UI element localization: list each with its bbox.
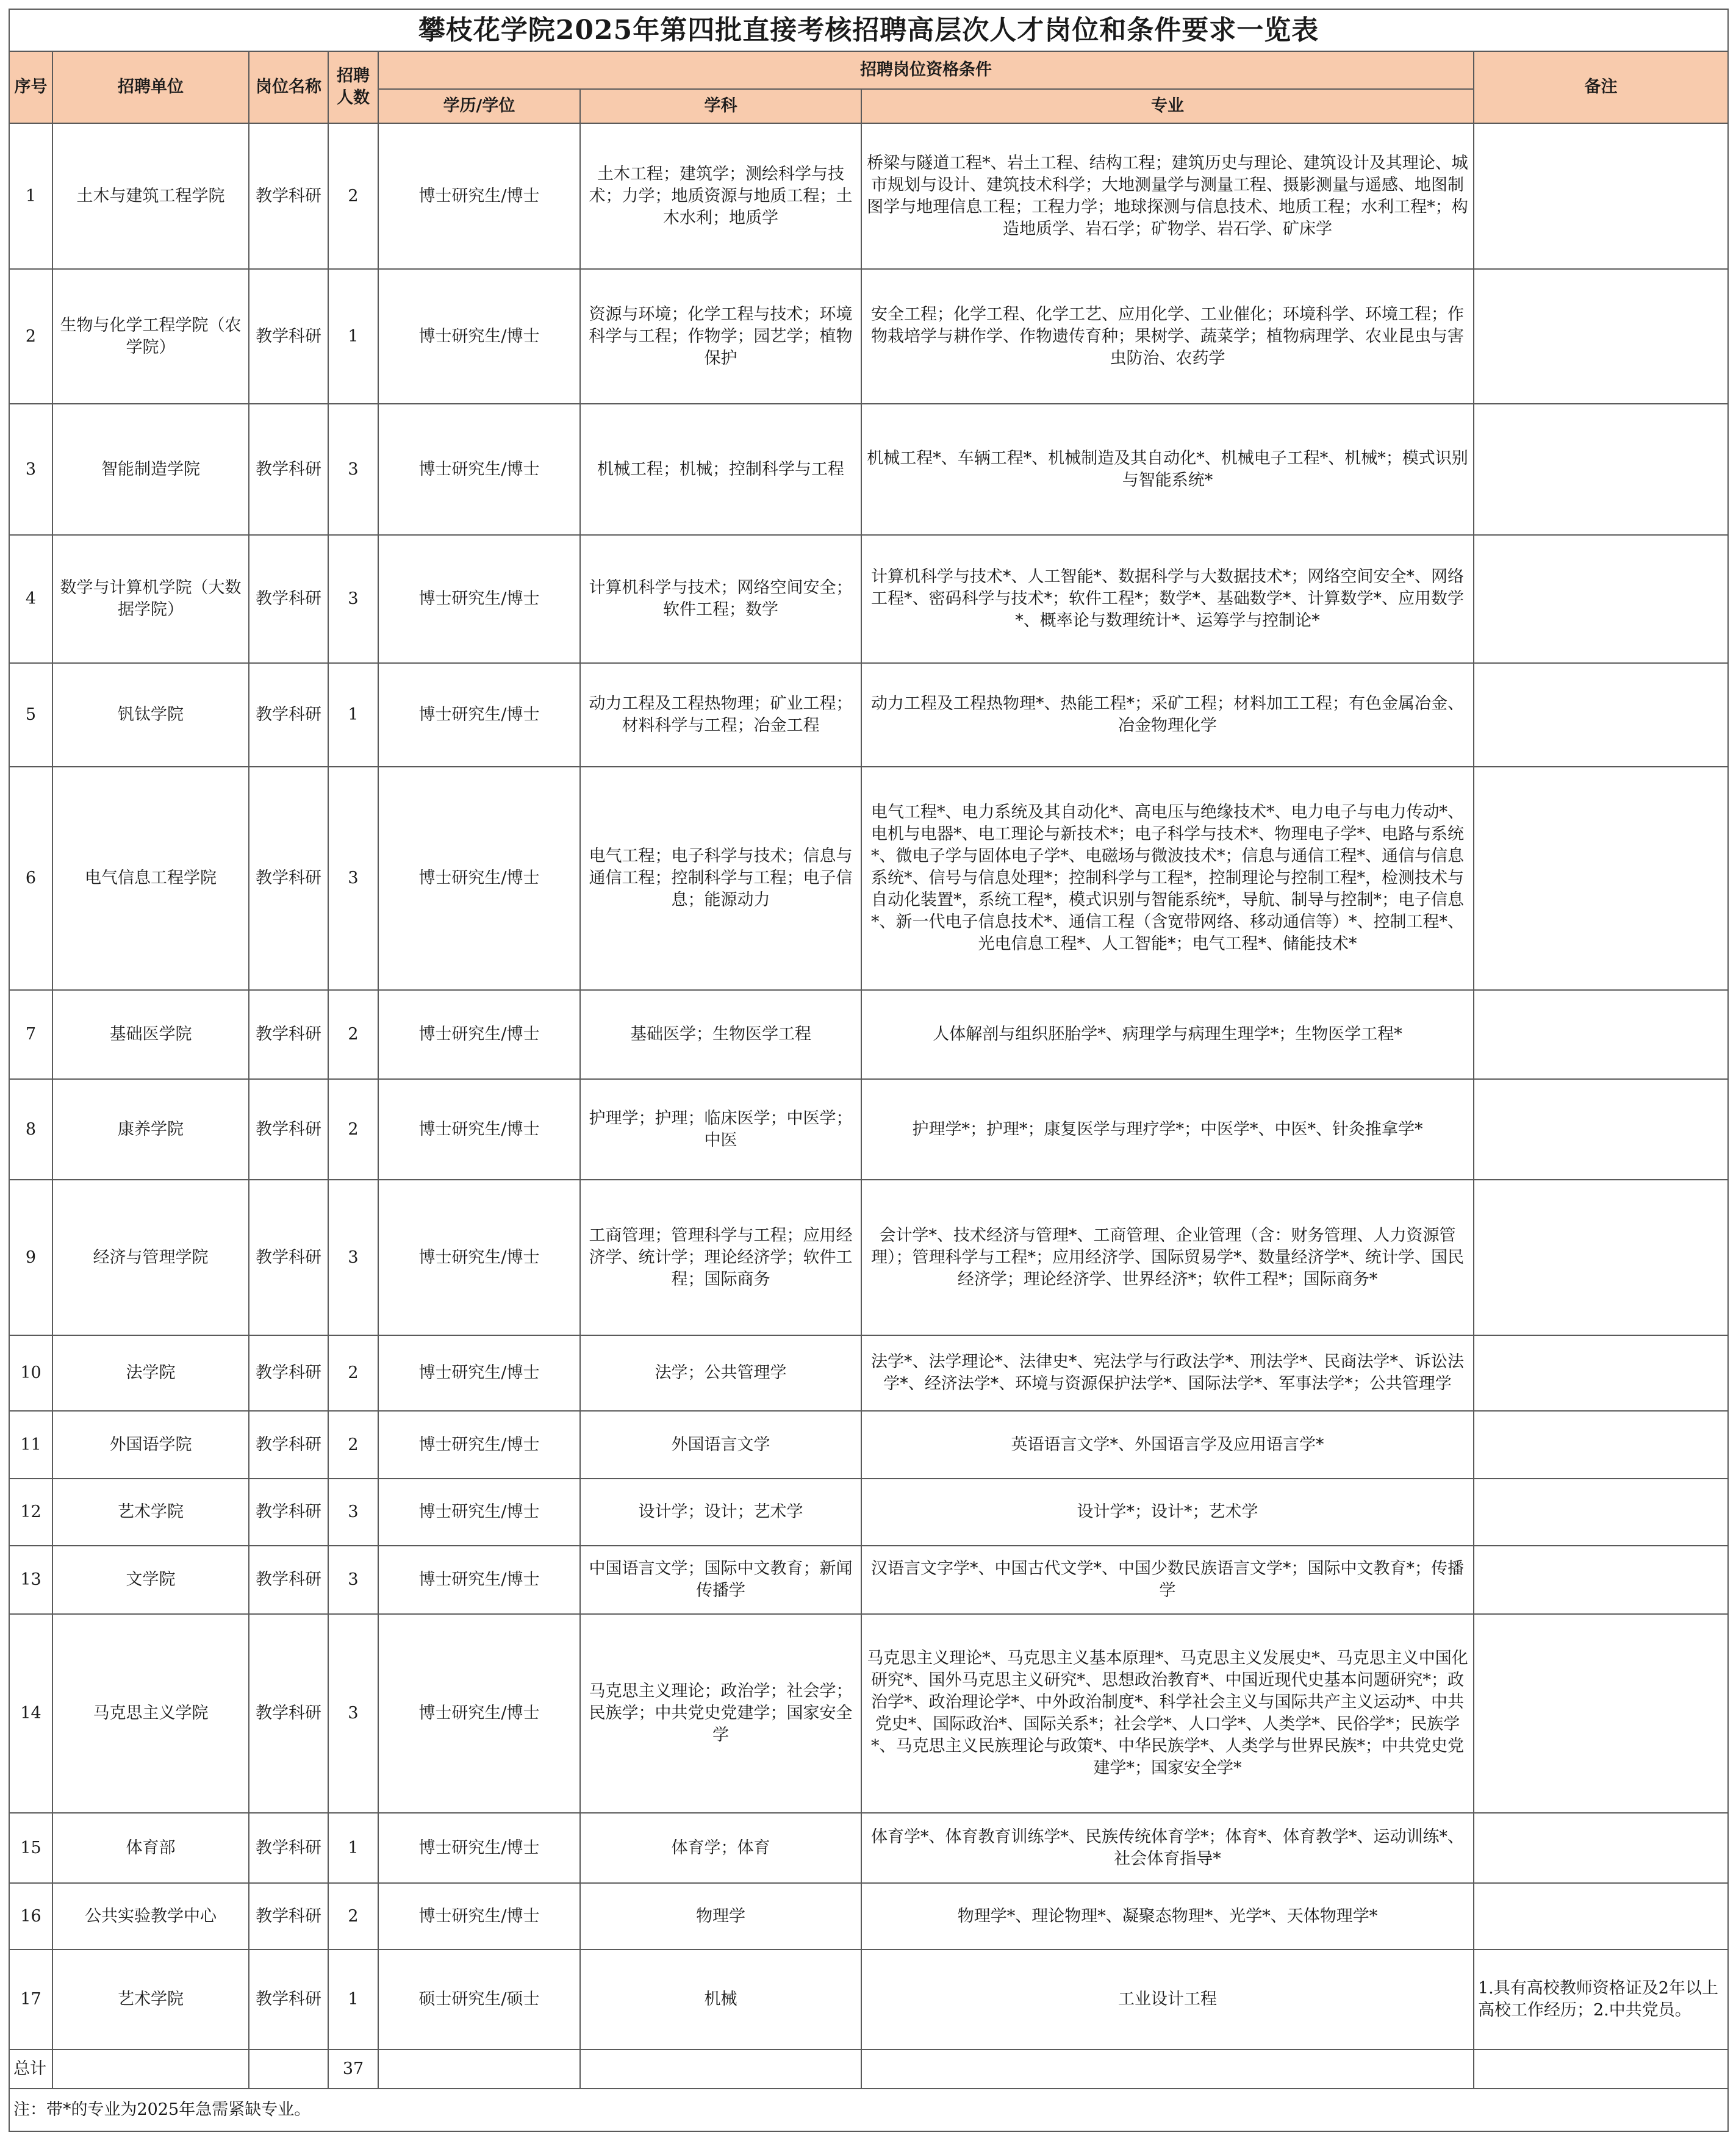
total-empty-major	[861, 2050, 1474, 2089]
cell-major: 工业设计工程	[861, 1950, 1474, 2050]
cell-count: 1	[328, 663, 378, 767]
table-row	[9, 1180, 1728, 1335]
cell-major: 法学*、法学理论*、法律史*、宪法学与行政法学*、刑法学*、民商法学*、诉讼法学*、经济法学*、环境与资源保护法学*、国际法学*、军事法学*；公共管理学	[861, 1335, 1474, 1411]
cell-remark	[1474, 269, 1728, 404]
cell-major: 物理学*、理论物理*、凝聚态物理*、光学*、天体物理学*	[861, 1883, 1474, 1950]
cell-post: 教学科研	[249, 535, 328, 663]
cell-unit: 文学院	[52, 1546, 249, 1614]
cell-remark	[1474, 535, 1728, 663]
cell-remark: 1.具有高校教师资格证及2年以上高校工作经历；2.中共党员。	[1474, 1950, 1728, 2050]
table-row	[9, 1335, 1728, 1411]
cell-count: 1	[328, 269, 378, 404]
cell-degree: 博士研究生/博士	[378, 663, 580, 767]
table-row	[9, 1883, 1728, 1950]
cell-count: 2	[328, 1411, 378, 1479]
cell-seq: 4	[9, 535, 52, 663]
cell-remark	[1474, 1079, 1728, 1180]
total-empty-degree	[378, 2050, 580, 2089]
table-row	[9, 990, 1728, 1079]
cell-degree: 博士研究生/博士	[378, 535, 580, 663]
table-row	[9, 663, 1728, 767]
cell-count: 1	[328, 1813, 378, 1883]
cell-subject: 资源与环境；化学工程与技术；环境科学与工程；作物学；园艺学；植物保护	[580, 269, 861, 404]
cell-seq: 12	[9, 1479, 52, 1546]
cell-count: 2	[328, 990, 378, 1079]
header-count: 招聘人数	[328, 51, 378, 123]
cell-post: 教学科研	[249, 1411, 328, 1479]
table-row	[9, 1546, 1728, 1614]
cell-count: 3	[328, 1614, 378, 1813]
cell-major: 动力工程及工程热物理*、热能工程*；采矿工程；材料加工工程；有色金属冶金、冶金物理化学	[861, 663, 1474, 767]
cell-subject: 体育学；体育	[580, 1813, 861, 1883]
cell-unit: 康养学院	[52, 1079, 249, 1180]
cell-subject: 计算机科学与技术；网络空间安全；软件工程；数学	[580, 535, 861, 663]
total-empty-remark	[1474, 2050, 1728, 2089]
cell-remark	[1474, 1335, 1728, 1411]
cell-seq: 11	[9, 1411, 52, 1479]
cell-seq: 13	[9, 1546, 52, 1614]
cell-subject: 马克思主义理论；政治学；社会学；民族学；中共党史党建学；国家安全学	[580, 1614, 861, 1813]
cell-remark	[1474, 1546, 1728, 1614]
table-row	[9, 767, 1728, 990]
cell-degree: 博士研究生/博士	[378, 1614, 580, 1813]
cell-major: 机械工程*、车辆工程*、机械制造及其自动化*、机械电子工程*、机械*；模式识别与智能系统*	[861, 404, 1474, 535]
total-empty-subject	[580, 2050, 861, 2089]
cell-remark	[1474, 767, 1728, 990]
cell-major: 护理学*；护理*；康复医学与理疗学*；中医学*、中医*、针灸推拿学*	[861, 1079, 1474, 1180]
cell-remark	[1474, 1614, 1728, 1813]
cell-degree: 博士研究生/博士	[378, 269, 580, 404]
table-row	[9, 404, 1728, 535]
cell-post: 教学科研	[249, 767, 328, 990]
cell-post: 教学科研	[249, 404, 328, 535]
cell-seq: 3	[9, 404, 52, 535]
total-empty-post	[249, 2050, 328, 2089]
cell-unit: 数学与计算机学院（大数据学院）	[52, 535, 249, 663]
total-empty-unit	[52, 2050, 249, 2089]
cell-post: 教学科研	[249, 1479, 328, 1546]
cell-unit: 外国语学院	[52, 1411, 249, 1479]
cell-subject: 中国语言文学；国际中文教育；新闻传播学	[580, 1546, 861, 1614]
cell-count: 2	[328, 123, 378, 269]
cell-unit: 公共实验教学中心	[52, 1883, 249, 1950]
cell-count: 1	[328, 1950, 378, 2050]
total-row	[9, 2050, 1728, 2089]
header-degree: 学历/学位	[378, 89, 580, 123]
cell-degree: 博士研究生/博士	[378, 123, 580, 269]
cell-subject: 基础医学；生物医学工程	[580, 990, 861, 1079]
cell-seq: 9	[9, 1180, 52, 1335]
cell-unit: 电气信息工程学院	[52, 767, 249, 990]
cell-unit: 马克思主义学院	[52, 1614, 249, 1813]
cell-subject: 物理学	[580, 1883, 861, 1950]
recruitment-table	[9, 9, 1729, 2132]
cell-major: 会计学*、技术经济与管理*、工商管理、企业管理（含：财务管理、人力资源管理）；管理科学与工程*；应用经济学、国际贸易学*、数量经济学*、统计学、国民经济学；理论经济学、世界经济*；软件工程*；国际商务*	[861, 1180, 1474, 1335]
cell-seq: 1	[9, 123, 52, 269]
cell-degree: 博士研究生/博士	[378, 1883, 580, 1950]
cell-count: 3	[328, 1180, 378, 1335]
cell-count: 3	[328, 1479, 378, 1546]
cell-post: 教学科研	[249, 1180, 328, 1335]
cell-major: 安全工程；化学工程、化学工艺、应用化学、工业催化；环境科学、环境工程；作物栽培学与耕作学、作物遗传育种；果树学、蔬菜学；植物病理学、农业昆虫与害虫防治、农药学	[861, 269, 1474, 404]
cell-subject: 法学；公共管理学	[580, 1335, 861, 1411]
cell-degree: 博士研究生/博士	[378, 1180, 580, 1335]
header-major: 专业	[861, 89, 1474, 123]
cell-seq: 5	[9, 663, 52, 767]
cell-major: 人体解剖与组织胚胎学*、病理学与病理生理学*；生物医学工程*	[861, 990, 1474, 1079]
cell-unit: 基础医学院	[52, 990, 249, 1079]
table-row	[9, 1411, 1728, 1479]
cell-count: 3	[328, 1546, 378, 1614]
cell-remark	[1474, 1180, 1728, 1335]
cell-degree: 博士研究生/博士	[378, 767, 580, 990]
cell-seq: 7	[9, 990, 52, 1079]
cell-post: 教学科研	[249, 1335, 328, 1411]
cell-unit: 经济与管理学院	[52, 1180, 249, 1335]
cell-post: 教学科研	[249, 663, 328, 767]
cell-remark	[1474, 990, 1728, 1079]
cell-remark	[1474, 1479, 1728, 1546]
total-label: 总计	[9, 2050, 52, 2089]
cell-degree: 博士研究生/博士	[378, 1479, 580, 1546]
total-count: 37	[328, 2050, 378, 2089]
cell-degree: 博士研究生/博士	[378, 1813, 580, 1883]
cell-remark	[1474, 663, 1728, 767]
cell-count: 3	[328, 404, 378, 535]
table-title: 攀枝花学院2025年第四批直接考核招聘高层次人才岗位和条件要求一览表	[9, 9, 1728, 51]
cell-count: 2	[328, 1079, 378, 1180]
cell-major: 马克思主义理论*、马克思主义基本原理*、马克思主义发展史*、马克思主义中国化研究*、国外马克思主义研究*、思想政治教育*、中国近现代史基本问题研究*；政治学*、政治理论学*、中外政治制度*、科学社会主义与国际共产主义运动*、中共党史*、国际政治*、国际关系*；社会学*、人口学*、人类学*、民俗学*；民族学*、马克思主义民族理论与政策*、中华民族学*、人类学与世界民族*；中共党史党建学*；国家安全学*	[861, 1614, 1474, 1813]
header-subject: 学科	[580, 89, 861, 123]
cell-degree: 博士研究生/博士	[378, 1079, 580, 1180]
table-row	[9, 535, 1728, 663]
cell-unit: 钒钛学院	[52, 663, 249, 767]
cell-major: 电气工程*、电力系统及其自动化*、高电压与绝缘技术*、电力电子与电力传动*、电机与电器*、电工理论与新技术*；电子科学与技术*、物理电子学*、电路与系统*、微电子学与固体电子学*、电磁场与微波技术*；信息与通信工程*、通信与信息系统*、信号与信息处理*；控制科学与工程*，控制理论与控制工程*，检测技术与自动化装置*，系统工程*，模式识别与智能系统*，导航、制导与控制*；电子信息*、新一代电子信息技术*、通信工程（含宽带网络、移动通信等）*、控制工程*、光电信息工程*、人工智能*；电气工程*、储能技术*	[861, 767, 1474, 990]
cell-seq: 16	[9, 1883, 52, 1950]
cell-unit: 智能制造学院	[52, 404, 249, 535]
cell-remark	[1474, 1411, 1728, 1479]
cell-major: 计算机科学与技术*、人工智能*、数据科学与大数据技术*；网络空间安全*、网络工程*、密码科学与技术*；软件工程*；数学*、基础数学*、计算数学*、应用数学*、概率论与数理统计*、运筹学与控制论*	[861, 535, 1474, 663]
table-row	[9, 1813, 1728, 1883]
cell-seq: 17	[9, 1950, 52, 2050]
cell-remark	[1474, 404, 1728, 535]
cell-count: 3	[328, 767, 378, 990]
cell-subject: 机械	[580, 1950, 861, 2050]
cell-degree: 博士研究生/博士	[378, 1546, 580, 1614]
cell-post: 教学科研	[249, 1079, 328, 1180]
cell-post: 教学科研	[249, 1546, 328, 1614]
cell-seq: 6	[9, 767, 52, 990]
cell-subject: 工商管理；管理科学与工程；应用经济学、统计学；理论经济学；软件工程；国际商务	[580, 1180, 861, 1335]
header-post: 岗位名称	[249, 51, 328, 123]
cell-subject: 护理学；护理；临床医学；中医学；中医	[580, 1079, 861, 1180]
cell-seq: 8	[9, 1079, 52, 1180]
cell-degree: 博士研究生/博士	[378, 404, 580, 535]
cell-unit: 法学院	[52, 1335, 249, 1411]
cell-seq: 10	[9, 1335, 52, 1411]
cell-remark	[1474, 1813, 1728, 1883]
cell-subject: 机械工程；机械；控制科学与工程	[580, 404, 861, 535]
cell-degree: 博士研究生/博士	[378, 990, 580, 1079]
table-row	[9, 269, 1728, 404]
header-remark: 备注	[1474, 51, 1728, 123]
header-qualification-group: 招聘岗位资格条件	[378, 51, 1474, 89]
cell-post: 教学科研	[249, 1813, 328, 1883]
cell-unit: 土木与建筑工程学院	[52, 123, 249, 269]
cell-subject: 土木工程；建筑学；测绘科学与技术；力学；地质资源与地质工程；土木水利；地质学	[580, 123, 861, 269]
cell-remark	[1474, 1883, 1728, 1950]
cell-major: 体育学*、体育教育训练学*、民族传统体育学*；体育*、体育教学*、运动训练*、社会体育指导*	[861, 1813, 1474, 1883]
cell-subject: 设计学；设计；艺术学	[580, 1479, 861, 1546]
cell-degree: 博士研究生/博士	[378, 1411, 580, 1479]
cell-post: 教学科研	[249, 1883, 328, 1950]
table-row	[9, 1950, 1728, 2050]
cell-major: 汉语言文字学*、中国古代文学*、中国少数民族语言文学*；国际中文教育*；传播学	[861, 1546, 1474, 1614]
cell-post: 教学科研	[249, 1950, 328, 2050]
table-body	[9, 123, 1728, 2050]
cell-major: 英语语言文学*、外国语言学及应用语言学*	[861, 1411, 1474, 1479]
cell-count: 3	[328, 535, 378, 663]
cell-unit: 体育部	[52, 1813, 249, 1883]
cell-subject: 动力工程及工程热物理；矿业工程；材料科学与工程；冶金工程	[580, 663, 861, 767]
cell-remark	[1474, 123, 1728, 269]
cell-post: 教学科研	[249, 123, 328, 269]
cell-count: 2	[328, 1883, 378, 1950]
cell-major: 桥梁与隧道工程*、岩土工程、结构工程；建筑历史与理论、建筑设计及其理论、城市规划与设计、建筑技术科学；大地测量学与测量工程、摄影测量与遥感、地图制图学与地理信息工程；工程力学；地球探测与信息技术、地质工程；水利工程*；构造地质学、岩石学；矿物学、岩石学、矿床学	[861, 123, 1474, 269]
footnote: 注：带*的专业为2025年急需紧缺专业。	[9, 2089, 1728, 2131]
cell-degree: 博士研究生/博士	[378, 1335, 580, 1411]
cell-post: 教学科研	[249, 990, 328, 1079]
cell-count: 2	[328, 1335, 378, 1411]
table-row	[9, 1479, 1728, 1546]
table-row	[9, 123, 1728, 269]
cell-major: 设计学*；设计*；艺术学	[861, 1479, 1474, 1546]
header-unit: 招聘单位	[52, 51, 249, 123]
table-row	[9, 1079, 1728, 1180]
table-row	[9, 1614, 1728, 1813]
cell-seq: 2	[9, 269, 52, 404]
cell-degree: 硕士研究生/硕士	[378, 1950, 580, 2050]
cell-subject: 外国语言文学	[580, 1411, 861, 1479]
cell-post: 教学科研	[249, 1614, 328, 1813]
cell-seq: 14	[9, 1614, 52, 1813]
cell-unit: 生物与化学工程学院（农学院）	[52, 269, 249, 404]
header-seq: 序号	[9, 51, 52, 123]
cell-unit: 艺术学院	[52, 1950, 249, 2050]
cell-post: 教学科研	[249, 269, 328, 404]
cell-subject: 电气工程；电子科学与技术；信息与通信工程；控制科学与工程；电子信息；能源动力	[580, 767, 861, 990]
cell-unit: 艺术学院	[52, 1479, 249, 1546]
cell-seq: 15	[9, 1813, 52, 1883]
